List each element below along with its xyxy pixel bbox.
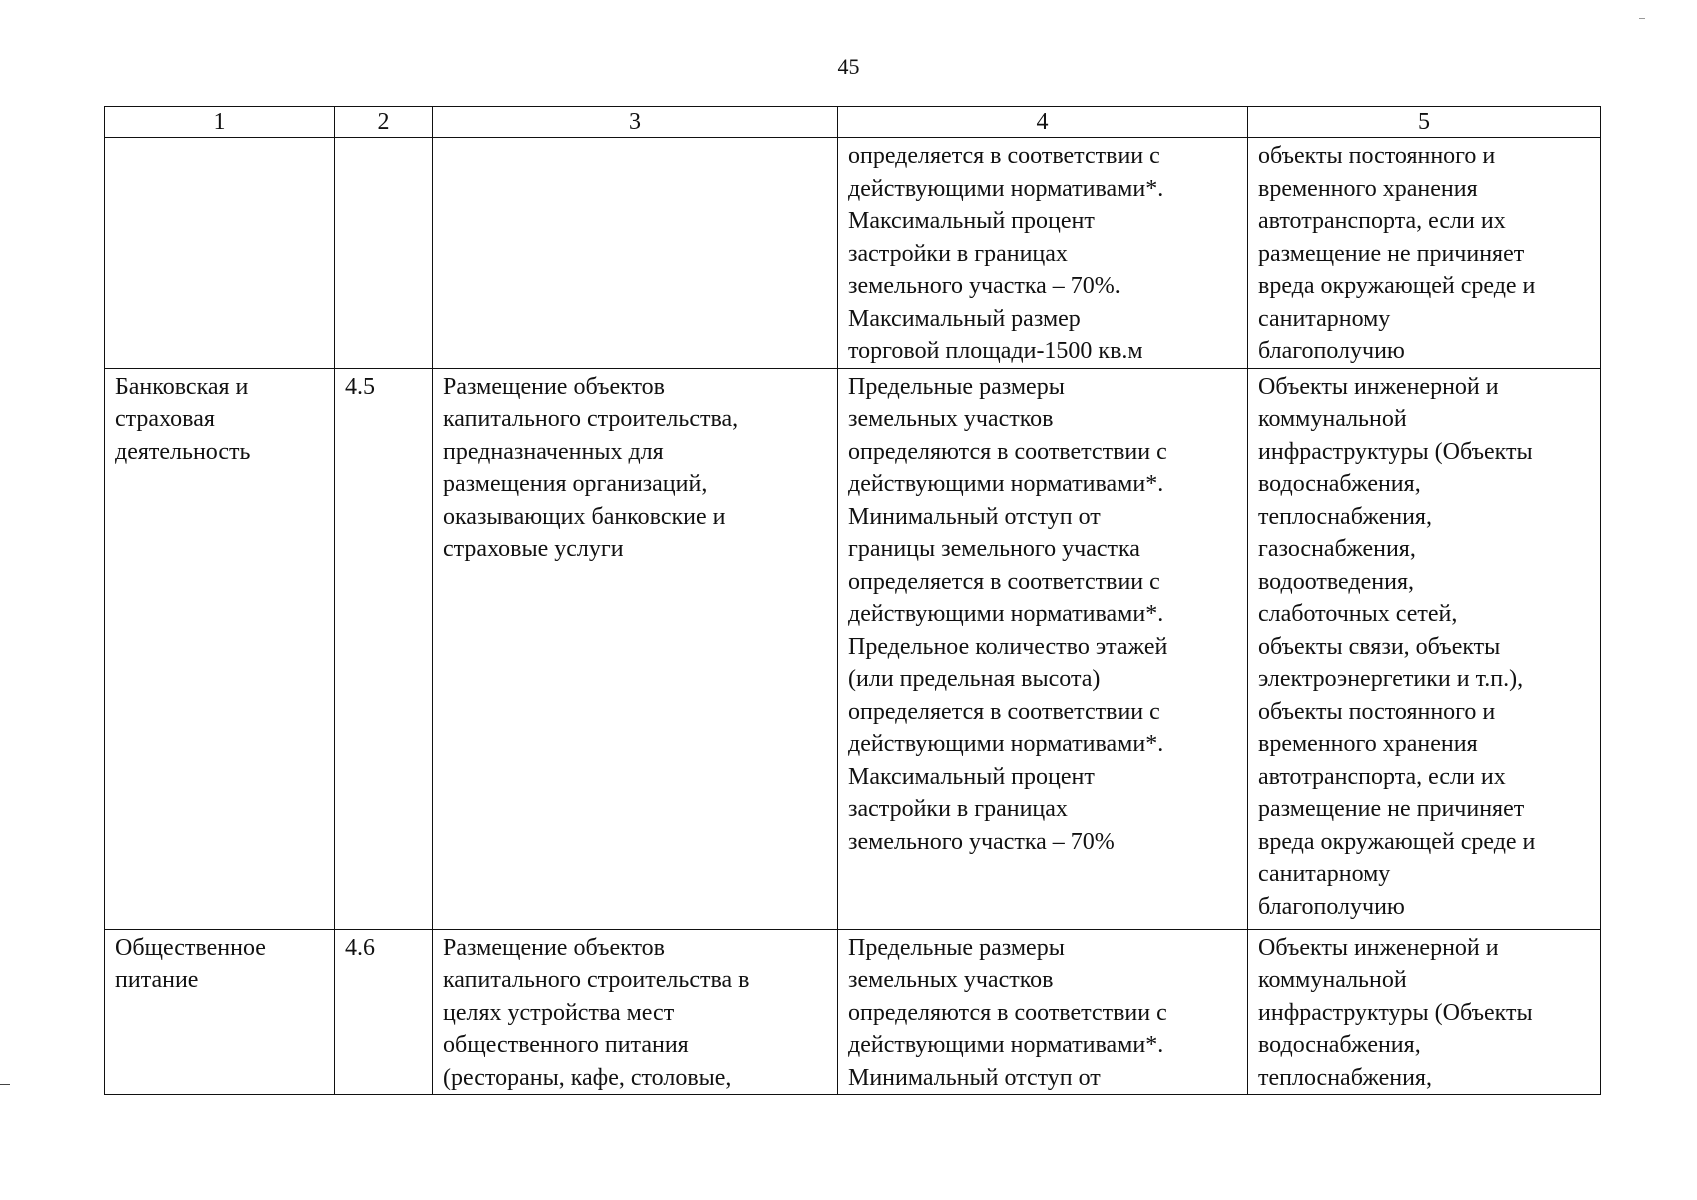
cell-text-line: торговой площади-1500 кв.м <box>848 338 1143 364</box>
cell-text-line: Размещение объектов <box>443 934 665 961</box>
page-number: 45 <box>837 54 860 79</box>
cell-text-line: санитарному <box>1258 861 1391 887</box>
cell-text-line: (рестораны, кафе, столовые, <box>443 1064 732 1091</box>
cell-text-line: определяются в соответствии с <box>848 438 1167 465</box>
table-row <box>105 368 1601 929</box>
cell-text-line: объекты постоянного и <box>1258 143 1496 169</box>
cell-text-line: Предельное количество этажей <box>848 633 1168 660</box>
cell-text-line: слаботочных сетей, <box>1258 601 1458 627</box>
cell-text-line: временного хранения <box>1258 731 1478 757</box>
cell-text-line: деятельность <box>115 438 251 465</box>
cell-text-line: автотранспорта, если их <box>1258 763 1506 790</box>
cell-text-line: страховая <box>115 406 215 432</box>
cell-text-line: Размещение объектов <box>443 373 665 400</box>
cell-text-line: действующими нормативами*. <box>848 471 1164 497</box>
cell-text-line: застройки в границах <box>848 796 1068 822</box>
cell-code <box>335 138 433 369</box>
cell-text-line: автотранспорта, если их <box>1258 208 1506 234</box>
cell-auxiliary-uses <box>1248 138 1601 369</box>
cell-text-line: водоотведения, <box>1258 568 1414 595</box>
cell-text-line: благополучию <box>1258 338 1405 364</box>
cell-text-line: теплоснабжения, <box>1258 503 1432 530</box>
cell-text-line: инфраструктуры (Объекты <box>1258 999 1533 1026</box>
zoning-table <box>104 106 1601 1095</box>
cell-text-line: Максимальный процент <box>848 208 1095 234</box>
cell-text-line: размещение не причиняет <box>1258 796 1525 822</box>
cell-text-line: предназначенных для <box>443 438 664 465</box>
cell-text-line: санитарному <box>1258 305 1391 332</box>
cell-text-line: Предельные размеры <box>848 934 1065 961</box>
cell-text-line: Максимальный размер <box>848 305 1081 332</box>
cell-text-line: определяется в соответствии с <box>848 568 1160 595</box>
cell-text-line: газоснабжения, <box>1258 536 1416 562</box>
cell-text-line: Банковская и <box>115 373 249 400</box>
cell-text-line: коммунальной <box>1258 967 1407 993</box>
scan-edge-mark <box>0 1084 10 1085</box>
cell-text-line: благополучию <box>1258 893 1405 920</box>
cell-text-line: Общественное <box>115 934 266 961</box>
cell-text-line: Предельные размеры <box>848 373 1065 400</box>
cell-text-line: инфраструктуры (Объекты <box>1258 438 1533 465</box>
cell-text-line: размещения организаций, <box>443 471 708 497</box>
column-header-3: 3 <box>433 107 838 138</box>
cell-use-type <box>105 138 335 369</box>
cell-text-line: действующими нормативами*. <box>848 175 1164 202</box>
cell-text-line: застройки в границах <box>848 240 1068 267</box>
cell-text-line: определяются в соответствии с <box>848 999 1167 1026</box>
cell-text-line: Максимальный процент <box>848 763 1095 790</box>
cell-use-type <box>105 368 335 929</box>
cell-text-line: земельных участков <box>848 406 1054 432</box>
scan-mark <box>1639 18 1645 19</box>
cell-parameters <box>838 929 1248 1095</box>
cell-text-line: 4.6 <box>345 934 375 961</box>
cell-text-line: вреда окружающей среде и <box>1258 828 1536 855</box>
cell-text-line: водоснабжения, <box>1258 471 1421 497</box>
cell-parameters <box>838 138 1248 369</box>
cell-text-line: коммунальной <box>1258 406 1407 432</box>
cell-text-line: вреда окружающей среде и <box>1258 273 1536 299</box>
cell-use-type <box>105 929 335 1095</box>
cell-text-line: размещение не причиняет <box>1258 240 1525 267</box>
cell-text-line: теплоснабжения, <box>1258 1064 1432 1091</box>
cell-text-line: определяется в соответствии с <box>848 698 1160 725</box>
table-row <box>105 138 1601 369</box>
cell-text-line: электроэнергетики и т.п.), <box>1258 666 1524 692</box>
cell-text-line: земельных участков <box>848 967 1054 993</box>
column-header-5: 5 <box>1248 107 1601 138</box>
cell-text-line: земельного участка – 70%. <box>848 273 1121 299</box>
cell-text-line: (или предельная высота) <box>848 666 1101 692</box>
column-header-4: 4 <box>838 107 1248 138</box>
cell-auxiliary-uses <box>1248 929 1601 1095</box>
cell-text-line: капитального строительства, <box>443 406 739 432</box>
cell-description <box>433 368 838 929</box>
cell-text-line: питание <box>115 967 199 993</box>
cell-text-line: определяется в соответствии с <box>848 143 1160 169</box>
cell-text-line: земельного участка – 70% <box>848 828 1115 855</box>
table-row <box>105 929 1601 1095</box>
cell-text-line: целях устройства мест <box>443 999 675 1026</box>
cell-text-line: действующими нормативами*. <box>848 731 1164 757</box>
cell-text-line: действующими нормативами*. <box>848 1032 1164 1058</box>
cell-text-line: объекты связи, объекты <box>1258 633 1501 660</box>
cell-text-line: объекты постоянного и <box>1258 698 1496 725</box>
cell-text-line: действующими нормативами*. <box>848 601 1164 627</box>
cell-text-line: страховые услуги <box>443 536 624 562</box>
column-header-2: 2 <box>335 107 433 138</box>
cell-auxiliary-uses <box>1248 368 1601 929</box>
cell-code <box>335 929 433 1095</box>
table-header-row <box>105 107 1601 138</box>
cell-description <box>433 929 838 1095</box>
cell-description <box>433 138 838 369</box>
cell-text-line: Объекты инженерной и <box>1258 934 1499 961</box>
cell-parameters <box>838 368 1248 929</box>
cell-code <box>335 368 433 929</box>
cell-text-line: временного хранения <box>1258 175 1478 202</box>
cell-text-line: капитального строительства в <box>443 967 750 993</box>
cell-text-line: 4.5 <box>345 373 375 400</box>
cell-text-line: водоснабжения, <box>1258 1032 1421 1058</box>
cell-text-line: границы земельного участка <box>848 536 1140 562</box>
cell-text-line: Объекты инженерной и <box>1258 373 1499 400</box>
cell-text-line: общественного питания <box>443 1032 689 1058</box>
cell-text-line: Минимальный отступ от <box>848 1064 1101 1091</box>
cell-text-line: оказывающих банковские и <box>443 503 726 530</box>
column-header-1: 1 <box>105 107 335 138</box>
cell-text-line: Минимальный отступ от <box>848 503 1101 530</box>
